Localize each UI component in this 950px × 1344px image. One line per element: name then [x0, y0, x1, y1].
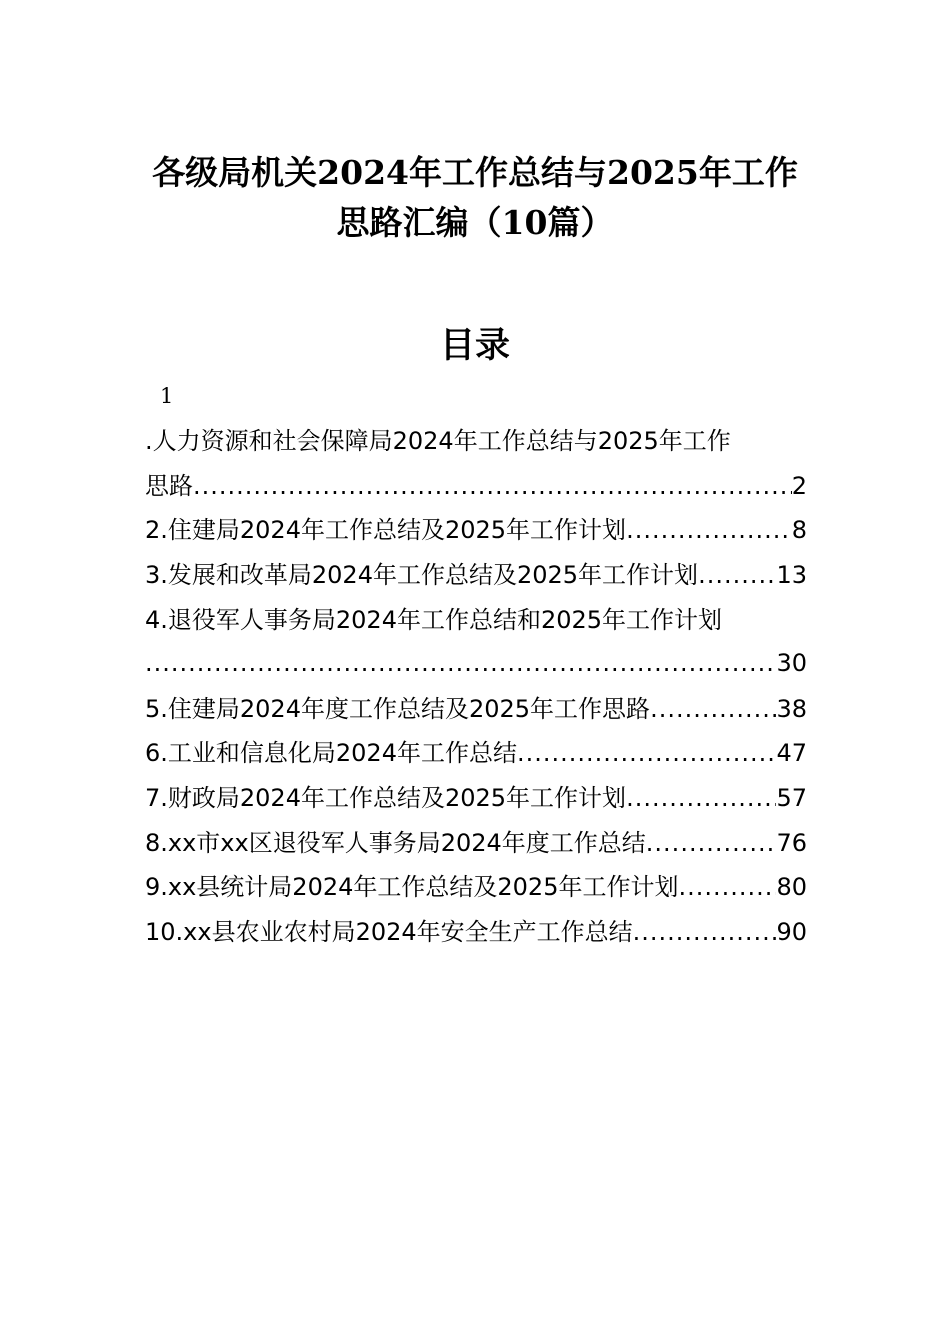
toc-leader-dots: [626, 776, 776, 820]
toc-entry-6-page: 47: [776, 739, 807, 767]
toc-entry-7[interactable]: [145, 776, 807, 820]
toc-entry-1-line-1[interactable]: [145, 419, 807, 463]
toc-leader-dots: [145, 641, 776, 685]
toc-entry-9-page: 80: [776, 873, 807, 901]
toc-entry-6-text: 6.工业和信息化局2024年工作总结: [145, 739, 517, 767]
toc-entry-10-text: 10.xx县农业农村局2024年安全生产工作总结: [145, 918, 633, 946]
toc-leader-dots: [517, 731, 776, 775]
toc-leader-dots: [698, 553, 776, 597]
toc-entry-10[interactable]: [145, 910, 807, 954]
toc-entry-8-page: 76: [776, 829, 807, 857]
toc-leader-dots: [633, 910, 777, 954]
toc-entry-3[interactable]: [145, 553, 807, 597]
toc-entry-1-page: 2: [791, 472, 807, 500]
toc-entry-1-number: 1: [160, 384, 174, 408]
toc-entry-1-text: .人力资源和社会保障局2024年工作总结与2025年工作: [145, 427, 731, 455]
toc-entry-2[interactable]: [145, 508, 807, 552]
toc-leader-dots: [193, 464, 792, 508]
toc-entry-8-text: 8.xx市xx区退役军人事务局2024年度工作总结: [145, 829, 646, 857]
toc-leader-dots: [646, 821, 777, 865]
toc-entry-10-page: 90: [776, 918, 807, 946]
toc-entry-5-text: 5.住建局2024年度工作总结及2025年工作思路: [145, 695, 651, 723]
toc-entry-6[interactable]: [145, 731, 807, 775]
toc-entry-5-page: 38: [776, 695, 807, 723]
toc-leader-dots: [626, 508, 792, 552]
toc-entry-3-page: 13: [776, 561, 807, 589]
toc-entry-4-text: 4.退役军人事务局2024年工作总结和2025年工作计划: [145, 606, 723, 634]
toc-leader-dots: [678, 865, 776, 909]
toc-entry-8[interactable]: [145, 821, 807, 865]
toc-entry-4-line-1[interactable]: [145, 598, 807, 642]
toc-entry-2-text: 2.住建局2024年工作总结及2025年工作计划: [145, 516, 627, 544]
toc-entry-2-page: 8: [791, 516, 807, 544]
document-title-line-2: 思路汇编（10篇）: [336, 203, 614, 242]
toc-heading: 目录: [439, 325, 510, 366]
toc-entry-7-text: 7.财政局2024年工作总结及2025年工作计划: [145, 784, 627, 812]
toc-entry-5[interactable]: [145, 687, 807, 731]
toc-entry-4-line-2[interactable]: [145, 641, 807, 685]
toc-entry-9[interactable]: [145, 865, 807, 909]
toc-entry-9-text: 9.xx县统计局2024年工作总结及2025年工作计划: [145, 873, 679, 901]
toc-leader-dots: [650, 687, 776, 731]
document-title-line-1: 各级局机关2024年工作总结与2025年工作: [152, 153, 798, 192]
toc-entry-3-text: 3.发展和改革局2024年工作总结及2025年工作计划: [145, 561, 699, 589]
toc-entry-1-text-continued: 思路: [145, 472, 193, 500]
toc-entry-1-line-2[interactable]: [145, 464, 807, 508]
toc-entry-4-page: 30: [776, 649, 807, 677]
toc-entry-7-page: 57: [776, 784, 807, 812]
